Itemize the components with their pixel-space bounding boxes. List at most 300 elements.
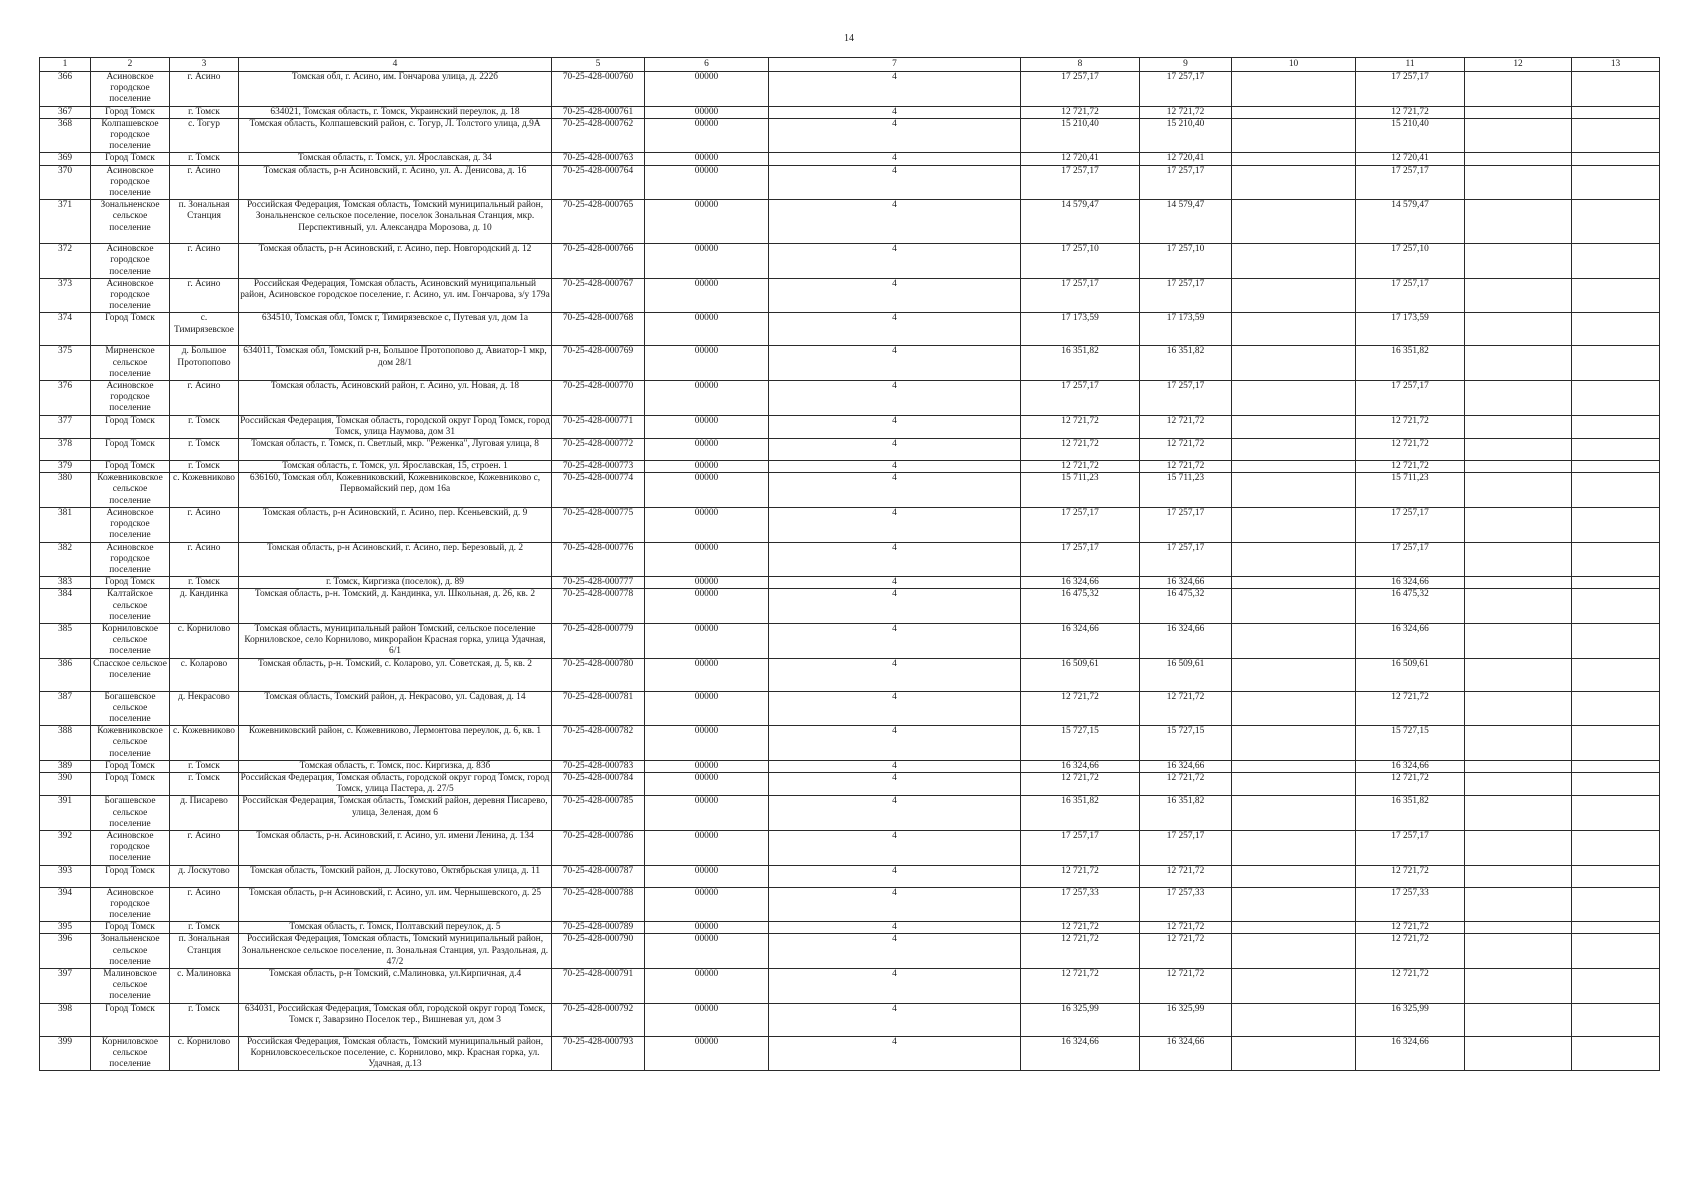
cell-amount-9: 17 257,17 [1140, 830, 1232, 865]
cell-settlement: с. Тогур [170, 118, 239, 153]
cell-category: 4 [769, 346, 1021, 381]
cell-registry-number: 70-25-428-000777 [552, 577, 645, 589]
cell-municipality: Асиновское городское поселение [91, 165, 170, 200]
cell-municipality: Богашевское сельское поселение [91, 796, 170, 831]
cell-amount-13 [1572, 691, 1660, 726]
cell-amount-12 [1465, 165, 1572, 200]
cell-category: 4 [769, 726, 1021, 761]
cell-municipality: Мирненское сельское поселение [91, 346, 170, 381]
cell-settlement: с. Коларово [170, 658, 239, 691]
cell-municipality: Корниловское сельское поселение [91, 1036, 170, 1071]
cell-category: 4 [769, 473, 1021, 508]
cell-amount-9: 14 579,47 [1140, 200, 1232, 244]
cell-amount-12 [1465, 726, 1572, 761]
cell-amount-8: 15 210,40 [1021, 118, 1140, 153]
cell-municipality: Зональненское сельское поселение [91, 200, 170, 244]
cell-code: 00000 [645, 415, 769, 438]
cell-municipality: Малиновское сельское поселение [91, 969, 170, 1004]
cell-settlement: г. Асино [170, 72, 239, 107]
cell-amount-8: 16 509,61 [1021, 658, 1140, 691]
cell-amount-12 [1465, 1036, 1572, 1071]
cell-category: 4 [769, 760, 1021, 772]
cell-amount-9: 12 721,72 [1140, 461, 1232, 473]
cell-row-number: 388 [40, 726, 91, 761]
cell-address: Российская Федерация, Томская область, городской округ город Томск, город Томск, улица Пастера, д. 27/5 [239, 772, 552, 795]
cell-amount-11: 17 257,17 [1356, 381, 1465, 416]
cell-registry-number: 70-25-428-000788 [552, 887, 645, 922]
cell-amount-12 [1465, 200, 1572, 244]
cell-amount-8: 17 257,17 [1021, 507, 1140, 542]
cell-amount-9: 16 324,66 [1140, 1036, 1232, 1071]
cell-amount-8: 12 721,72 [1021, 865, 1140, 887]
cell-municipality: Асиновское городское поселение [91, 887, 170, 922]
cell-municipality: Асиновское городское поселение [91, 542, 170, 577]
cell-amount-12 [1465, 542, 1572, 577]
cell-amount-10 [1232, 1036, 1356, 1071]
cell-address: 634011, Томская обл, Томский р-н, Большое Протопопово д, Авиатор-1 мкр, дом 28/1 [239, 346, 552, 381]
cell-code: 00000 [645, 830, 769, 865]
cell-amount-9: 12 721,72 [1140, 922, 1232, 934]
cell-address: Томская область, р-н Томский, с.Малиновка, ул.Кирпичная, д.4 [239, 969, 552, 1004]
cell-settlement: г. Томск [170, 461, 239, 473]
cell-address: Томская область, г. Томск, ул. Ярославская, д. 34 [239, 153, 552, 165]
table-row [40, 589, 1660, 624]
cell-category: 4 [769, 922, 1021, 934]
cell-settlement: г. Томск [170, 439, 239, 461]
cell-amount-10 [1232, 439, 1356, 461]
cell-amount-13 [1572, 1036, 1660, 1071]
cell-amount-9: 12 721,72 [1140, 772, 1232, 795]
cell-amount-8: 17 257,17 [1021, 278, 1140, 313]
cell-amount-11: 17 257,17 [1356, 542, 1465, 577]
cell-amount-10 [1232, 381, 1356, 416]
cell-row-number: 367 [40, 106, 91, 118]
cell-address: Томская область, г. Томск, п. Светлый, мкр. "Реженка", Луговая улица, 8 [239, 439, 552, 461]
column-number-row [40, 58, 1660, 72]
cell-settlement: с. Кожевниково [170, 473, 239, 508]
cell-code: 00000 [645, 381, 769, 416]
cell-amount-8: 12 721,72 [1021, 969, 1140, 1004]
cell-amount-10 [1232, 589, 1356, 624]
cell-row-number: 372 [40, 244, 91, 279]
cell-amount-10 [1232, 118, 1356, 153]
cell-amount-12 [1465, 623, 1572, 658]
column-header-8: 8 [1021, 58, 1140, 72]
cell-settlement: д. Лоскутово [170, 865, 239, 887]
cell-code: 00000 [645, 153, 769, 165]
cell-amount-8: 12 721,72 [1021, 461, 1140, 473]
cell-category: 4 [769, 415, 1021, 438]
cell-row-number: 380 [40, 473, 91, 508]
cell-amount-13 [1572, 830, 1660, 865]
cell-amount-12 [1465, 922, 1572, 934]
cell-amount-8: 16 351,82 [1021, 346, 1140, 381]
cell-amount-8: 12 721,72 [1021, 772, 1140, 795]
cell-amount-12 [1465, 381, 1572, 416]
cell-amount-8: 14 579,47 [1021, 200, 1140, 244]
table-row [40, 153, 1660, 165]
cell-amount-11: 12 721,72 [1356, 772, 1465, 795]
cell-category: 4 [769, 200, 1021, 244]
cell-amount-11: 12 721,72 [1356, 969, 1465, 1004]
cell-settlement: д. Кандинка [170, 589, 239, 624]
cell-settlement: с. Корнилово [170, 1036, 239, 1071]
cell-amount-13 [1572, 658, 1660, 691]
table-row [40, 439, 1660, 461]
table-row [40, 726, 1660, 761]
cell-amount-10 [1232, 830, 1356, 865]
cell-amount-12 [1465, 589, 1572, 624]
cell-amount-9: 12 721,72 [1140, 439, 1232, 461]
cell-code: 00000 [645, 865, 769, 887]
cell-address: Томская область, Асиновский район, г. Асино, ул. Новая, д. 18 [239, 381, 552, 416]
cell-address: г. Томск, Киргизка (поселок), д. 89 [239, 577, 552, 589]
cell-municipality: Город Томск [91, 439, 170, 461]
cell-amount-9: 17 257,17 [1140, 507, 1232, 542]
cell-code: 00000 [645, 278, 769, 313]
cell-category: 4 [769, 106, 1021, 118]
table-row [40, 106, 1660, 118]
cell-amount-13 [1572, 760, 1660, 772]
cell-category: 4 [769, 796, 1021, 831]
cell-address: Томская область, р-н Асиновский, г. Асино, пер. Ксеньевский, д. 9 [239, 507, 552, 542]
cell-amount-10 [1232, 346, 1356, 381]
cell-amount-10 [1232, 623, 1356, 658]
cell-row-number: 391 [40, 796, 91, 831]
cell-address: 634510, Томская обл, Томск г, Тимирязевское с, Путевая ул, дом 1а [239, 313, 552, 346]
cell-amount-9: 12 721,72 [1140, 969, 1232, 1004]
cell-code: 00000 [645, 772, 769, 795]
cell-amount-11: 17 257,17 [1356, 165, 1465, 200]
cell-address: Томская область, г. Томск, ул. Ярославская, 15, строен. 1 [239, 461, 552, 473]
cell-category: 4 [769, 969, 1021, 1004]
cell-amount-8: 12 721,72 [1021, 439, 1140, 461]
cell-municipality: Город Томск [91, 865, 170, 887]
column-header-4: 4 [239, 58, 552, 72]
cell-amount-8: 12 721,72 [1021, 934, 1140, 969]
cell-row-number: 370 [40, 165, 91, 200]
cell-row-number: 389 [40, 760, 91, 772]
cell-amount-13 [1572, 623, 1660, 658]
table-row [40, 922, 1660, 934]
cell-settlement: г. Томск [170, 415, 239, 438]
cell-row-number: 393 [40, 865, 91, 887]
cell-address: 636160, Томская обл, Кожевниковский, Кожевниковское, Кожевниково с, Первомайский пер, дом 16а [239, 473, 552, 508]
cell-code: 00000 [645, 796, 769, 831]
cell-code: 00000 [645, 969, 769, 1004]
cell-amount-9: 16 475,32 [1140, 589, 1232, 624]
cell-amount-8: 16 324,66 [1021, 623, 1140, 658]
cell-category: 4 [769, 589, 1021, 624]
cell-settlement: г. Асино [170, 244, 239, 279]
cell-settlement: г. Томск [170, 922, 239, 934]
cell-amount-11: 16 324,66 [1356, 577, 1465, 589]
cell-amount-13 [1572, 589, 1660, 624]
cell-amount-13 [1572, 542, 1660, 577]
cell-amount-9: 16 324,66 [1140, 623, 1232, 658]
cell-code: 00000 [645, 760, 769, 772]
cell-address: 634031, Российская Федерация, Томская обл, городской округ город Томск, Томск г, Заварзино Поселок тер., Вишневая ул, дом 3 [239, 1003, 552, 1036]
cell-code: 00000 [645, 1036, 769, 1071]
cell-settlement: г. Асино [170, 542, 239, 577]
cell-settlement: с. Тимирязевское [170, 313, 239, 346]
cell-amount-10 [1232, 726, 1356, 761]
cell-row-number: 369 [40, 153, 91, 165]
table-row [40, 72, 1660, 107]
cell-municipality: Город Томск [91, 153, 170, 165]
cell-municipality: Кожевниковское сельское поселение [91, 726, 170, 761]
cell-amount-11: 12 721,72 [1356, 439, 1465, 461]
cell-settlement: г. Томск [170, 153, 239, 165]
cell-amount-10 [1232, 658, 1356, 691]
cell-amount-13 [1572, 72, 1660, 107]
cell-amount-9: 16 351,82 [1140, 796, 1232, 831]
cell-settlement: г. Асино [170, 278, 239, 313]
cell-settlement: д. Писарево [170, 796, 239, 831]
cell-amount-11: 12 721,72 [1356, 865, 1465, 887]
cell-amount-12 [1465, 577, 1572, 589]
cell-amount-12 [1465, 461, 1572, 473]
cell-registry-number: 70-25-428-000769 [552, 346, 645, 381]
cell-row-number: 374 [40, 313, 91, 346]
cell-row-number: 397 [40, 969, 91, 1004]
cell-amount-12 [1465, 473, 1572, 508]
cell-registry-number: 70-25-428-000791 [552, 969, 645, 1004]
cell-amount-10 [1232, 969, 1356, 1004]
cell-municipality: Асиновское городское поселение [91, 830, 170, 865]
cell-municipality: Колпашевское городское поселение [91, 118, 170, 153]
cell-registry-number: 70-25-428-000785 [552, 796, 645, 831]
cell-registry-number: 70-25-428-000773 [552, 461, 645, 473]
table-row [40, 1036, 1660, 1071]
cell-row-number: 381 [40, 507, 91, 542]
cell-amount-10 [1232, 244, 1356, 279]
cell-registry-number: 70-25-428-000787 [552, 865, 645, 887]
cell-amount-13 [1572, 969, 1660, 1004]
cell-row-number: 398 [40, 1003, 91, 1036]
cell-amount-10 [1232, 865, 1356, 887]
cell-amount-9: 12 721,72 [1140, 415, 1232, 438]
cell-amount-13 [1572, 796, 1660, 831]
cell-registry-number: 70-25-428-000767 [552, 278, 645, 313]
cell-registry-number: 70-25-428-000763 [552, 153, 645, 165]
table-row [40, 691, 1660, 726]
cell-amount-12 [1465, 106, 1572, 118]
cell-address: Томская обл, г. Асино, им. Гончарова улица, д. 222б [239, 72, 552, 107]
cell-amount-13 [1572, 106, 1660, 118]
cell-municipality: Город Томск [91, 461, 170, 473]
cell-amount-10 [1232, 922, 1356, 934]
cell-amount-13 [1572, 439, 1660, 461]
cell-amount-13 [1572, 473, 1660, 508]
cell-amount-10 [1232, 772, 1356, 795]
cell-code: 00000 [645, 691, 769, 726]
cell-settlement: г. Асино [170, 381, 239, 416]
table-row [40, 278, 1660, 313]
cell-amount-10 [1232, 415, 1356, 438]
cell-amount-13 [1572, 200, 1660, 244]
cell-category: 4 [769, 691, 1021, 726]
cell-address: Российская Федерация, Томская область, Томский муниципальный район, Зональненское сельское поселение, поселок Зональная Станция, мкр. Перспективный, ул. Александра Морозова, д. 10 [239, 200, 552, 244]
table-row [40, 887, 1660, 922]
cell-code: 00000 [645, 623, 769, 658]
cell-amount-13 [1572, 772, 1660, 795]
cell-address: Томская область, р-н Асиновский, г. Асино, ул. им. Чернышевского, д. 25 [239, 887, 552, 922]
table-row [40, 473, 1660, 508]
cell-category: 4 [769, 542, 1021, 577]
cell-amount-13 [1572, 577, 1660, 589]
cell-code: 00000 [645, 589, 769, 624]
cell-amount-9: 17 257,17 [1140, 542, 1232, 577]
cell-amount-11: 17 257,17 [1356, 72, 1465, 107]
table-row [40, 658, 1660, 691]
cell-amount-8: 16 324,66 [1021, 760, 1140, 772]
table-row [40, 415, 1660, 438]
table-row [40, 830, 1660, 865]
table-row [40, 507, 1660, 542]
column-header-12: 12 [1465, 58, 1572, 72]
cell-code: 00000 [645, 507, 769, 542]
column-header-10: 10 [1232, 58, 1356, 72]
cell-municipality: Зональненское сельское поселение [91, 934, 170, 969]
cell-amount-9: 16 324,66 [1140, 577, 1232, 589]
cell-municipality: Асиновское городское поселение [91, 244, 170, 279]
cell-amount-11: 12 720,41 [1356, 153, 1465, 165]
cell-amount-13 [1572, 726, 1660, 761]
cell-row-number: 395 [40, 922, 91, 934]
cell-amount-13 [1572, 922, 1660, 934]
cell-amount-9: 16 509,61 [1140, 658, 1232, 691]
cell-row-number: 382 [40, 542, 91, 577]
cell-settlement: п. Зональная Станция [170, 200, 239, 244]
cell-amount-11: 17 257,10 [1356, 244, 1465, 279]
cell-row-number: 386 [40, 658, 91, 691]
cell-code: 00000 [645, 200, 769, 244]
column-header-9: 9 [1140, 58, 1232, 72]
table-body [40, 72, 1660, 1071]
table-row [40, 313, 1660, 346]
cell-municipality: Город Томск [91, 772, 170, 795]
cell-row-number: 371 [40, 200, 91, 244]
cell-settlement: г. Томск [170, 760, 239, 772]
cell-amount-9: 15 210,40 [1140, 118, 1232, 153]
cell-amount-9: 15 727,15 [1140, 726, 1232, 761]
cell-category: 4 [769, 772, 1021, 795]
cell-amount-9: 17 173,59 [1140, 313, 1232, 346]
cell-amount-10 [1232, 153, 1356, 165]
cell-amount-12 [1465, 346, 1572, 381]
cell-amount-8: 17 257,17 [1021, 381, 1140, 416]
cell-settlement: с. Кожевниково [170, 726, 239, 761]
cell-amount-12 [1465, 772, 1572, 795]
cell-amount-8: 17 173,59 [1021, 313, 1140, 346]
cell-category: 4 [769, 887, 1021, 922]
cell-amount-11: 12 721,72 [1356, 461, 1465, 473]
table-row [40, 1003, 1660, 1036]
cell-amount-12 [1465, 969, 1572, 1004]
cell-amount-12 [1465, 244, 1572, 279]
cell-amount-8: 12 721,72 [1021, 922, 1140, 934]
cell-address: Российская Федерация, Томская область, Томский район, деревня Писарево, улица, Зеленая, дом 6 [239, 796, 552, 831]
cell-settlement: с. Малиновка [170, 969, 239, 1004]
cell-municipality: Город Томск [91, 313, 170, 346]
cell-amount-11: 16 351,82 [1356, 796, 1465, 831]
cell-code: 00000 [645, 658, 769, 691]
cell-code: 00000 [645, 106, 769, 118]
cell-municipality: Асиновское городское поселение [91, 507, 170, 542]
cell-category: 4 [769, 865, 1021, 887]
cell-amount-11: 12 721,72 [1356, 922, 1465, 934]
table-row [40, 118, 1660, 153]
cell-row-number: 383 [40, 577, 91, 589]
cell-settlement: г. Асино [170, 830, 239, 865]
cell-amount-9: 12 720,41 [1140, 153, 1232, 165]
cell-amount-10 [1232, 796, 1356, 831]
cell-category: 4 [769, 118, 1021, 153]
table-row [40, 577, 1660, 589]
cell-code: 00000 [645, 542, 769, 577]
cell-amount-12 [1465, 830, 1572, 865]
cell-address: Томская область, Колпашевский район, с. Тогур, Л. Толстого улица, д.9А [239, 118, 552, 153]
cell-amount-11: 15 210,40 [1356, 118, 1465, 153]
cell-amount-13 [1572, 313, 1660, 346]
cell-address: Томская область, Томский район, д. Некрасово, ул. Садовая, д. 14 [239, 691, 552, 726]
cell-amount-8: 15 711,23 [1021, 473, 1140, 508]
cell-amount-13 [1572, 461, 1660, 473]
cell-category: 4 [769, 313, 1021, 346]
cell-amount-8: 17 257,17 [1021, 165, 1140, 200]
column-header-3: 3 [170, 58, 239, 72]
cell-row-number: 394 [40, 887, 91, 922]
table-row [40, 934, 1660, 969]
cell-amount-10 [1232, 106, 1356, 118]
cell-amount-11: 17 257,33 [1356, 887, 1465, 922]
cell-amount-10 [1232, 200, 1356, 244]
cell-amount-8: 17 257,33 [1021, 887, 1140, 922]
cell-category: 4 [769, 1036, 1021, 1071]
cell-municipality: Кожевниковское сельское поселение [91, 473, 170, 508]
cell-code: 00000 [645, 1003, 769, 1036]
cell-registry-number: 70-25-428-000776 [552, 542, 645, 577]
cell-municipality: Город Томск [91, 577, 170, 589]
cell-address: Томская область, г. Томск, пос. Киргизка, д. 83б [239, 760, 552, 772]
cell-amount-9: 17 257,17 [1140, 72, 1232, 107]
cell-amount-13 [1572, 415, 1660, 438]
cell-amount-10 [1232, 507, 1356, 542]
cell-amount-10 [1232, 934, 1356, 969]
cell-amount-8: 17 257,17 [1021, 72, 1140, 107]
cell-amount-11: 12 721,72 [1356, 415, 1465, 438]
cell-category: 4 [769, 153, 1021, 165]
cell-amount-9: 12 721,72 [1140, 934, 1232, 969]
cell-code: 00000 [645, 577, 769, 589]
cell-registry-number: 70-25-428-000784 [552, 772, 645, 795]
cell-amount-13 [1572, 278, 1660, 313]
cell-amount-9: 17 257,17 [1140, 278, 1232, 313]
cell-code: 00000 [645, 165, 769, 200]
cell-registry-number: 70-25-428-000790 [552, 934, 645, 969]
cell-amount-9: 16 351,82 [1140, 346, 1232, 381]
cell-municipality: Город Томск [91, 922, 170, 934]
cell-amount-13 [1572, 934, 1660, 969]
cell-amount-12 [1465, 439, 1572, 461]
cell-amount-11: 16 324,66 [1356, 1036, 1465, 1071]
cell-registry-number: 70-25-428-000775 [552, 507, 645, 542]
cell-amount-12 [1465, 313, 1572, 346]
cell-amount-10 [1232, 887, 1356, 922]
cell-code: 00000 [645, 72, 769, 107]
cell-amount-13 [1572, 887, 1660, 922]
